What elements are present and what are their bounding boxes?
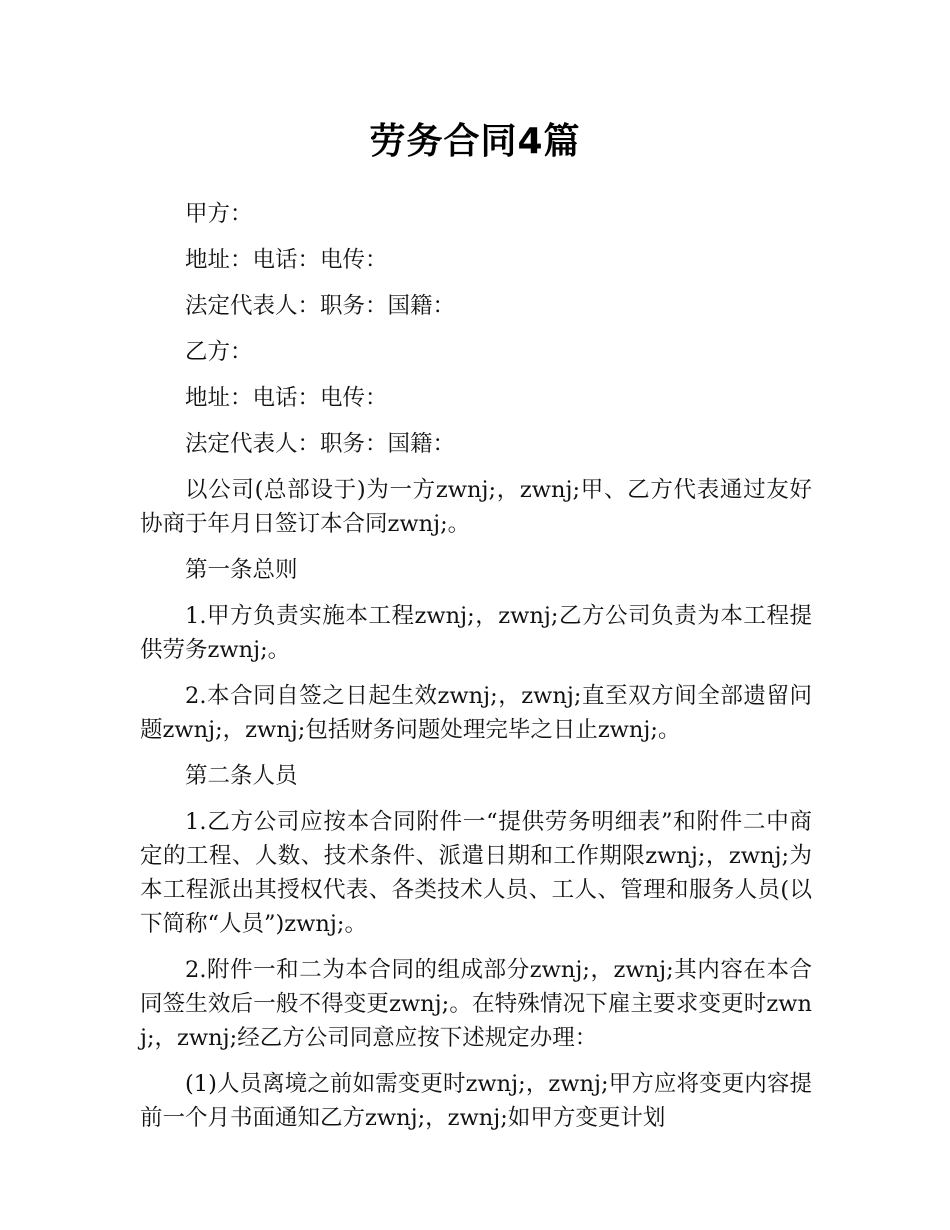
paragraph-clause-2-1: 1.乙方公司应按本合同附件一“提供劳务明细表”和附件二中商定的工程、人数、技术条件、派遣日期和工作期限zwnj;，zwnj;为本工程派出其授权代表、各类技术人员、工人、管理和服务人员(以下简称“人员”)zwnj;。: [140, 809, 812, 937]
section-heading-personnel: 第二条人员: [185, 763, 298, 789]
paragraph-preamble: 以公司(总部设于)为一方zwnj;，zwnj;甲、乙方代表通过友好协商于年月日签订本合同zwnj;。: [140, 477, 812, 537]
paragraph-party-a: 甲方：: [185, 201, 253, 227]
paragraph-party-a-representative: 法定代表人：职务：国籍：: [185, 293, 456, 319]
paragraph-party-b-representative: 法定代表人：职务：国籍：: [185, 431, 456, 457]
section-heading-general: 第一条总则: [185, 557, 298, 583]
paragraph-clause-2-2: 2.附件一和二为本合同的组成部分zwnj;，zwnj;其内容在本合同签生效后一般不得变更zwnj;。在特殊情况下雇主要求变更时zwnj;，zwnj;经乙方公司同意应按下述规定办理：: [140, 957, 812, 1051]
paragraph-clause-1-2: 2.本合同自签之日起生效zwnj;，zwnj;直至双方间全部遗留问题zwnj;，zwnj;包括财务问题处理完毕之日止zwnj;。: [140, 683, 812, 743]
paragraph-clause-2-2-1: (1)人员离境之前如需变更时zwnj;，zwnj;甲方应将变更内容提前一个月书面通知乙方zwnj;，zwnj;如甲方变更计划: [140, 1071, 812, 1131]
paragraph-party-a-address: 地址：电话：电传：: [185, 247, 388, 273]
document-body: [140, 197, 812, 1147]
paragraph-party-b-address: 地址：电话：电传：: [185, 385, 388, 411]
document-title: 劳务合同4篇: [369, 121, 581, 162]
paragraph-clause-1-1: 1.甲方负责实施本工程zwnj;，zwnj;乙方公司负责为本工程提供劳务zwnj;。: [140, 603, 812, 663]
paragraph-party-b: 乙方：: [185, 339, 253, 365]
